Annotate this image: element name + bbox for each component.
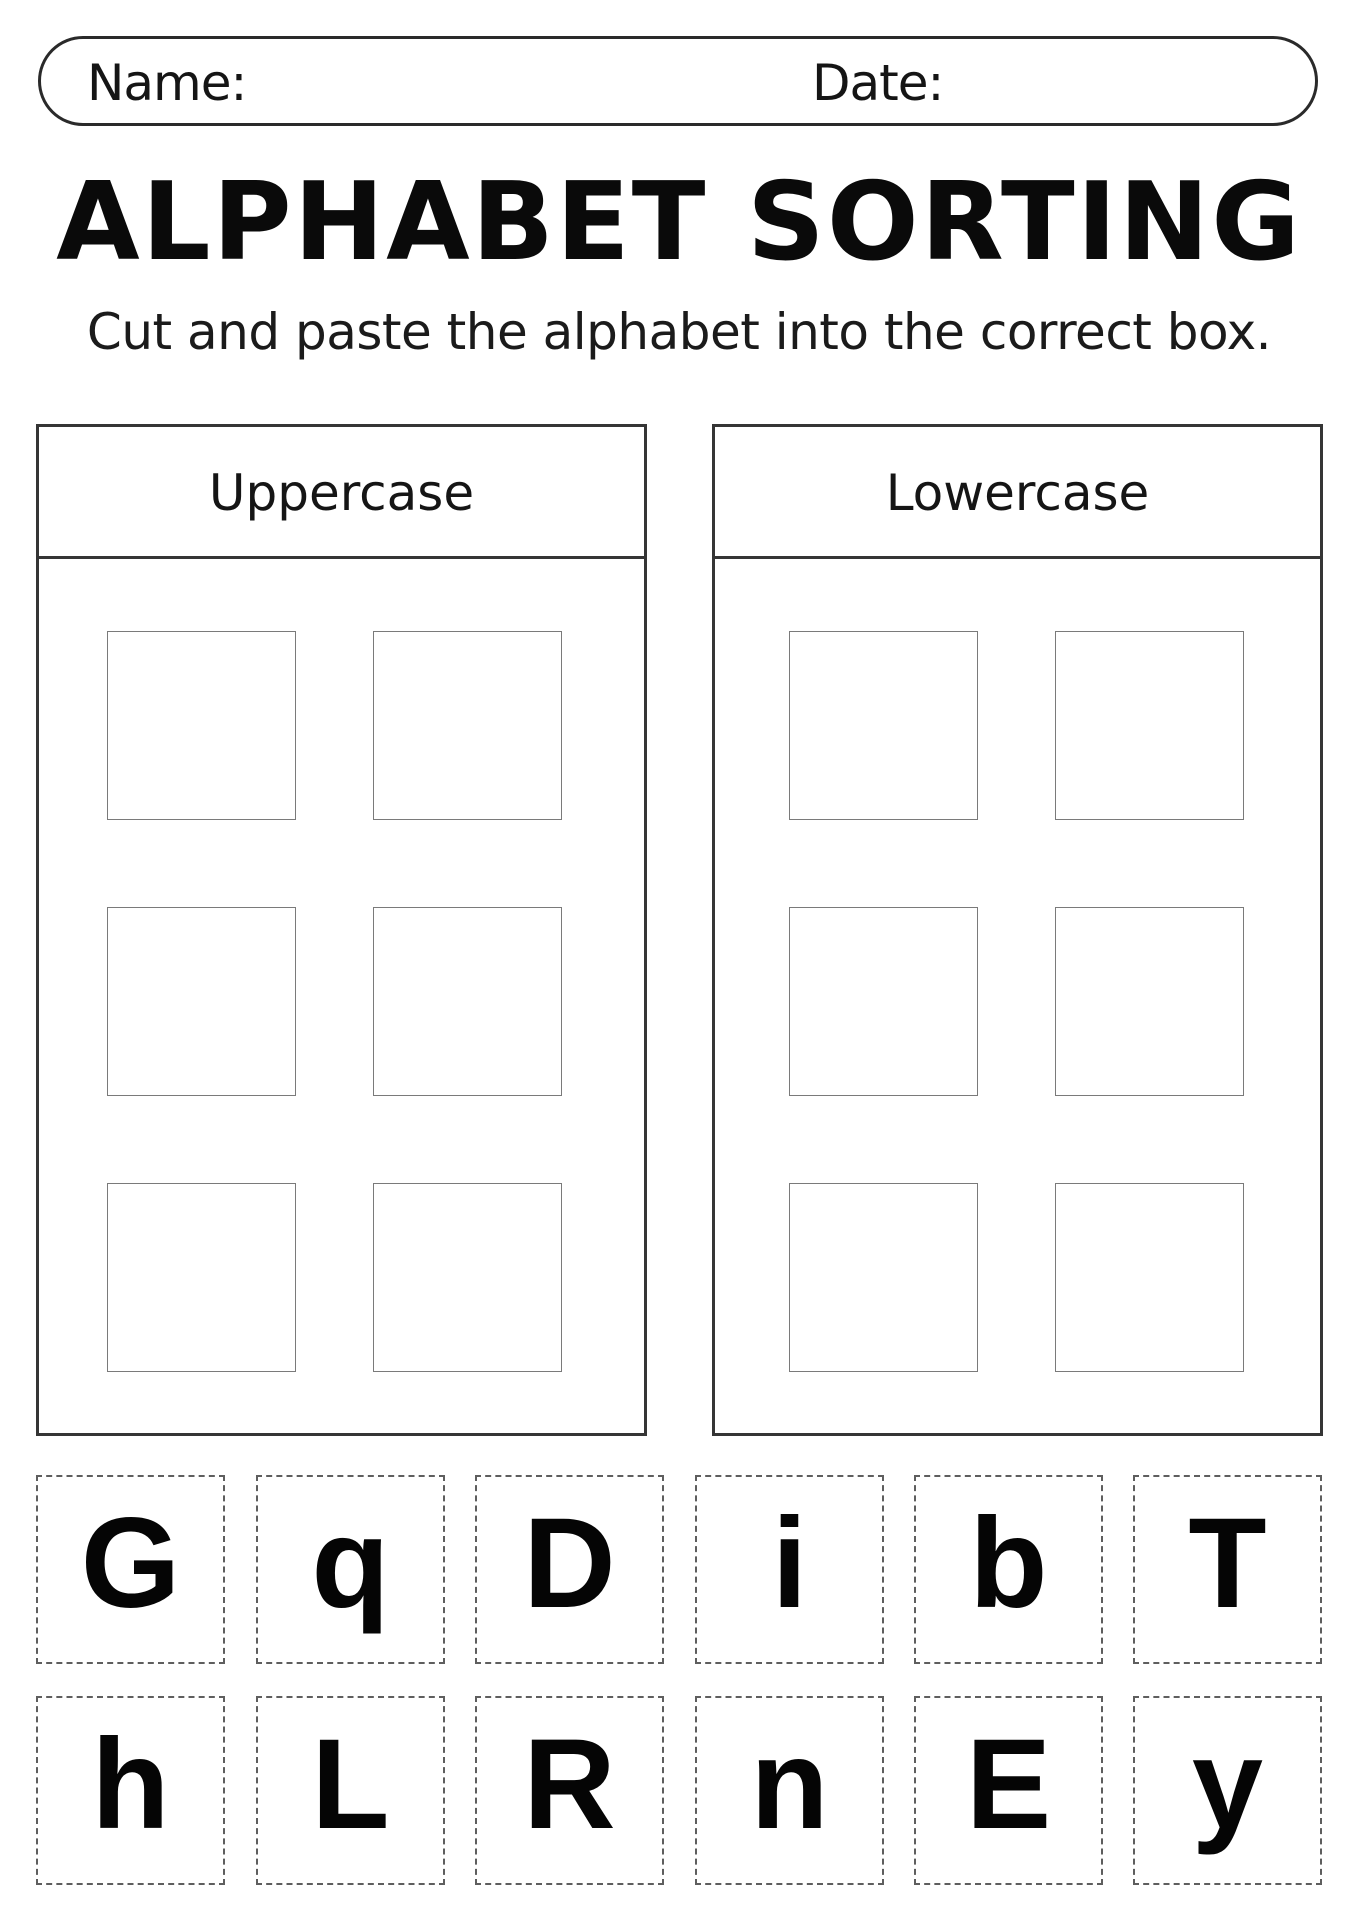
letter-card[interactable]: q bbox=[256, 1475, 445, 1664]
lowercase-slot[interactable] bbox=[789, 1183, 978, 1372]
letter-card[interactable]: i bbox=[695, 1475, 884, 1664]
uppercase-slot[interactable] bbox=[373, 631, 562, 820]
lowercase-slot[interactable] bbox=[1055, 907, 1244, 1096]
uppercase-slot[interactable] bbox=[373, 1183, 562, 1372]
letter-card[interactable]: D bbox=[475, 1475, 664, 1664]
lowercase-slot[interactable] bbox=[1055, 1183, 1244, 1372]
uppercase-panel-title: Uppercase bbox=[39, 427, 644, 559]
instructions-text: Cut and paste the alphabet into the correct box. bbox=[86, 303, 1272, 361]
lowercase-panel-title: Lowercase bbox=[715, 427, 1320, 559]
letter-card[interactable]: y bbox=[1133, 1696, 1322, 1885]
letter-card[interactable]: T bbox=[1133, 1475, 1322, 1664]
uppercase-panel bbox=[36, 424, 647, 1436]
lowercase-panel bbox=[712, 424, 1323, 1436]
uppercase-slot[interactable] bbox=[107, 907, 296, 1096]
letter-card[interactable]: G bbox=[36, 1475, 225, 1664]
uppercase-slot[interactable] bbox=[107, 631, 296, 820]
name-date-bar bbox=[38, 36, 1318, 126]
lowercase-slot[interactable] bbox=[789, 907, 978, 1096]
letter-card[interactable]: n bbox=[695, 1696, 884, 1885]
date-label: Date: bbox=[812, 54, 944, 112]
letter-card[interactable]: b bbox=[914, 1475, 1103, 1664]
letter-card[interactable]: h bbox=[36, 1696, 225, 1885]
lowercase-slot[interactable] bbox=[789, 631, 978, 820]
uppercase-slot[interactable] bbox=[373, 907, 562, 1096]
name-label: Name: bbox=[87, 54, 247, 112]
page-title: ALPHABET SORTING bbox=[56, 160, 1302, 285]
letter-card[interactable]: L bbox=[256, 1696, 445, 1885]
lowercase-slot[interactable] bbox=[1055, 631, 1244, 820]
letter-card[interactable]: R bbox=[475, 1696, 664, 1885]
letter-card[interactable]: E bbox=[914, 1696, 1103, 1885]
uppercase-slot[interactable] bbox=[107, 1183, 296, 1372]
